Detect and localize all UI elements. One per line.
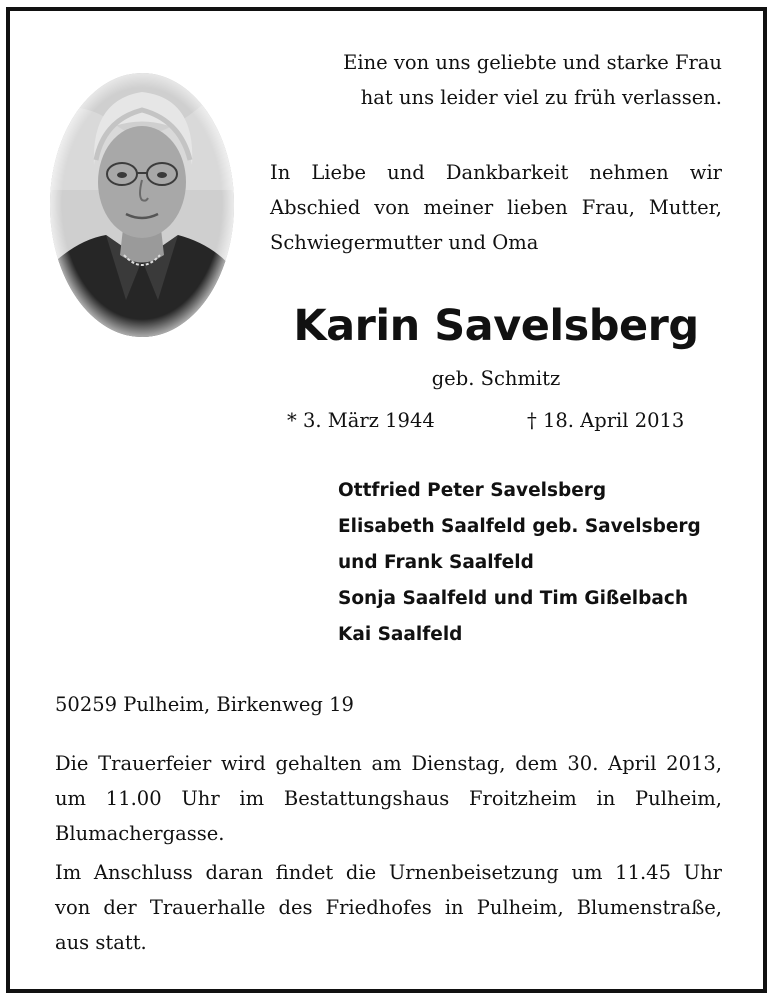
- service-line: Die Trauerfeier wird gehalten am Dienstag, dem 30. April 2013,: [55, 752, 722, 775]
- farewell-line: Schwiegermutter und Oma: [270, 231, 539, 254]
- mourner-name: Sonja Saalfeld und Tim Gißelbach: [338, 588, 689, 609]
- mourners-list: [338, 473, 728, 653]
- intro-line: Eine von uns geliebte und starke Frau: [343, 51, 722, 74]
- maiden-name: geb. Schmitz: [431, 367, 561, 390]
- mourner-name: Kai Saalfeld: [338, 624, 463, 645]
- farewell-line: In Liebe und Dankbarkeit nehmen wir: [270, 161, 722, 184]
- farewell-line: Abschied von meiner lieben Frau, Mutter,: [270, 196, 722, 219]
- service-line: um 11.00 Uhr im Bestattungshaus Froitzheim in Pulheim,: [55, 787, 722, 810]
- mourner-name: Elisabeth Saalfeld geb. Savelsberg: [338, 516, 701, 537]
- death-date: † 18. April 2013: [527, 409, 685, 432]
- burial-paragraph: [55, 855, 722, 960]
- deceased-name: Karin Savelsberg: [293, 301, 699, 351]
- mourner-name: und Frank Saalfeld: [338, 552, 534, 573]
- farewell-text: [270, 155, 722, 260]
- birth-date: * 3. März 1944: [287, 409, 435, 432]
- burial-line: Im Anschluss daran findet die Urnenbeisetzung um 11.45 Uhr: [55, 861, 722, 884]
- burial-line: aus statt.: [55, 931, 147, 954]
- service-paragraph: [55, 746, 722, 851]
- portrait-photo: [46, 70, 238, 348]
- mourner-name: Ottfried Peter Savelsberg: [338, 480, 607, 501]
- service-line: Blumachergasse.: [55, 822, 225, 845]
- burial-line: von der Trauerhalle des Friedhofes in Pulheim, Blumenstraße,: [55, 896, 722, 919]
- family-address: 50259 Pulheim, Birkenweg 19: [55, 693, 354, 716]
- intro-line: hat uns leider viel zu früh verlassen.: [360, 86, 722, 109]
- intro-text: [330, 45, 722, 115]
